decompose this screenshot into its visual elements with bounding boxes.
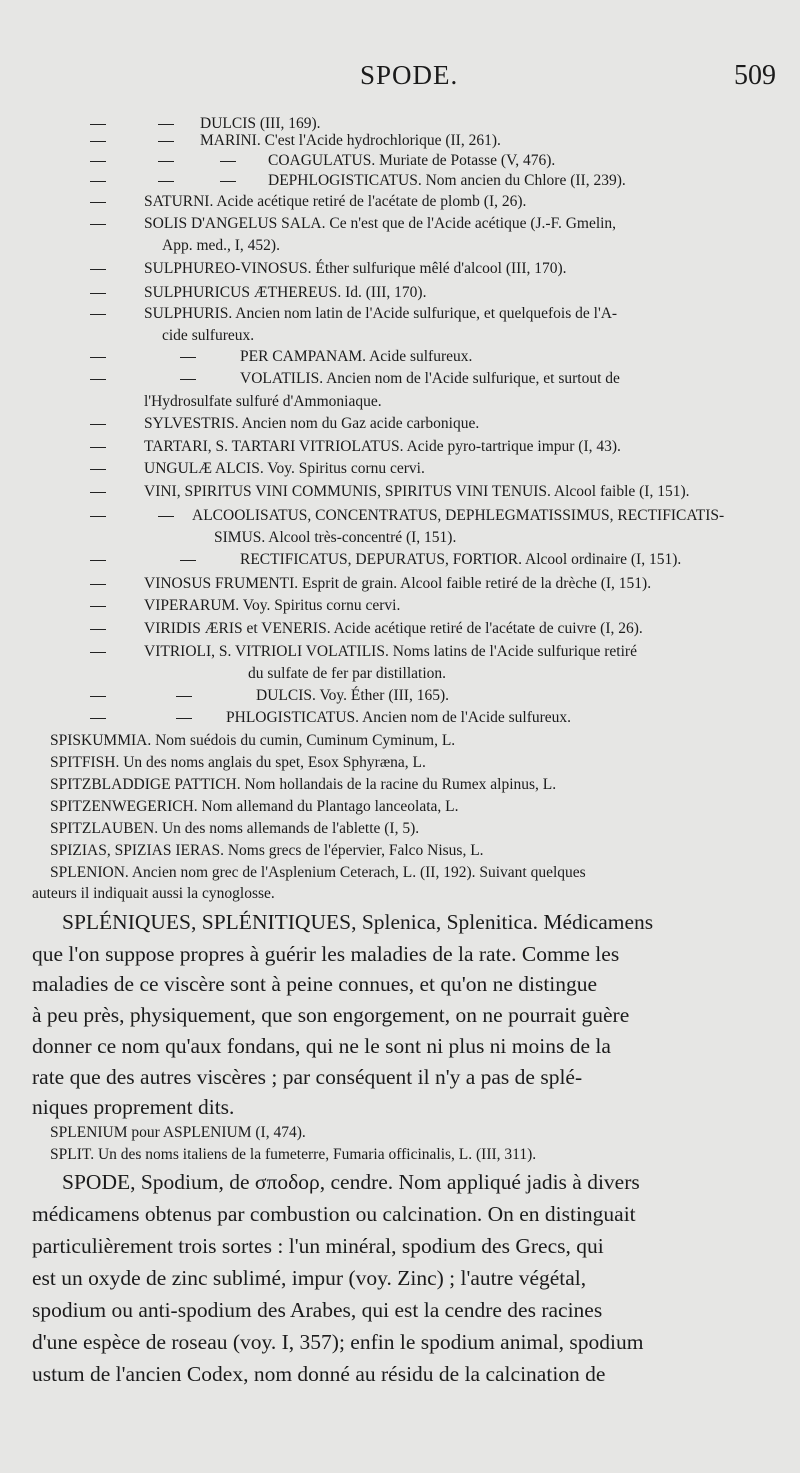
entry-dash	[90, 269, 106, 270]
entries-line: l'Hydrosulfate sulfuré d'Ammoniaque.	[144, 393, 382, 410]
entries-line: COAGULATUS. Muriate de Potasse (V, 476).	[268, 152, 556, 169]
entries-line: PER CAMPANAM. Acide sulfureux.	[240, 348, 473, 365]
spode-line: SPODE, Spodium, de σποδορ, cendre. Nom appliqué jadis à divers	[62, 1170, 640, 1194]
entries-line: SPIZIAS, SPIZIAS IERAS. Noms grecs de l'épervier, Falco Nisus, L.	[50, 842, 484, 859]
spode-line: d'une espèce de roseau (voy. I, 357); enfin le spodium animal, spodium	[32, 1330, 644, 1354]
entries-line: SPITZBLADDIGE PATTICH. Nom hollandais de la racine du Rumex alpinus, L.	[50, 776, 557, 793]
entry-dash	[90, 357, 106, 358]
entry-dash	[90, 629, 106, 630]
entry-dash	[90, 718, 106, 719]
entry-dash	[158, 161, 174, 162]
entries-line: VOLATILIS. Ancien nom de l'Acide sulfurique, et surtout de	[240, 370, 620, 387]
entry-dash	[90, 516, 106, 517]
entries-line: VIPERARUM. Voy. Spiritus cornu cervi.	[144, 597, 401, 614]
entries-line: App. med., I, 452).	[162, 237, 280, 254]
entries-line: SPITFISH. Un des noms anglais du spet, Esox Sphyræna, L.	[50, 754, 426, 771]
splenique-line: rate que des autres viscères ; par conséquent il n'y a pas de splé-	[32, 1065, 583, 1089]
entries-line: VIRIDIS ÆRIS et VENERIS. Acide acétique retiré de l'acétate de cuivre (I, 26).	[144, 620, 643, 637]
entry-dash	[180, 379, 196, 380]
entry-dash	[90, 314, 106, 315]
entry-dash	[90, 469, 106, 470]
entry-dash	[158, 516, 174, 517]
entries-line: DEPHLOGISTICATUS. Nom ancien du Chlore (II, 239).	[268, 172, 626, 189]
entry-dash	[90, 652, 106, 653]
splenique-line: maladies de ce viscère sont à peine connues, et qu'on ne distingue	[32, 972, 598, 996]
entries-line: SULPHURICUS ÆTHEREUS. Id. (III, 170).	[144, 284, 427, 301]
small-entries-line: SPLIT. Un des noms italiens de la fumeterre, Fumaria officinalis, L. (III, 311).	[50, 1146, 537, 1163]
entry-dash	[90, 447, 106, 448]
spode-line: particulièrement trois sortes : l'un minéral, spodium des Grecs, qui	[32, 1234, 604, 1258]
entries-line: SPITZLAUBEN. Un des noms allemands de l'ablette (I, 5).	[50, 820, 420, 837]
entry-dash	[158, 141, 174, 142]
entries-line: SPLENION. Ancien nom grec de l'Asplenium Ceterach, L. (II, 192). Suivant quelques	[50, 864, 586, 881]
entries-line: SIMUS. Alcool très-concentré (I, 151).	[214, 529, 457, 546]
entry-dash	[180, 357, 196, 358]
splenique-line: que l'on suppose propres à guérir les maladies de la rate. Comme les	[32, 942, 620, 966]
entry-dash	[158, 124, 174, 125]
entries-line: PHLOGISTICATUS. Ancien nom de l'Acide sulfureux.	[226, 709, 572, 726]
running-title: SPODE.	[360, 60, 459, 90]
entry-dash	[90, 696, 106, 697]
entry-dash	[158, 181, 174, 182]
entries-line: SPISKUMMIA. Nom suédois du cumin, Cuminum Cyminum, L.	[50, 732, 456, 749]
spode-line: médicamens obtenus par combustion ou calcination. On en distinguait	[32, 1202, 636, 1226]
spode-line: spodium ou anti-spodium des Arabes, qui est la cendre des racines	[32, 1298, 603, 1322]
entry-dash	[90, 181, 106, 182]
entry-dash	[90, 424, 106, 425]
entries-line: du sulfate de fer par distillation.	[248, 665, 446, 682]
entries-line: VINOSUS FRUMENTI. Esprit de grain. Alcool faible retiré de la drèche (I, 151).	[144, 575, 652, 592]
small-entries-line: SPLENIUM pour ASPLENIUM (I, 474).	[50, 1124, 306, 1141]
entries-line: DULCIS. Voy. Éther (III, 165).	[256, 687, 450, 704]
entry-dash	[90, 584, 106, 585]
entries-line: auteurs il indiquait aussi la cynoglosse.	[32, 885, 275, 902]
entry-dash	[90, 161, 106, 162]
splenique-line: niques proprement dits.	[32, 1095, 235, 1119]
entries-line: ALCOOLISATUS, CONCENTRATUS, DEPHLEGMATISSIMUS, RECTIFICATIS-	[192, 507, 725, 524]
entries-line: SPITZENWEGERICH. Nom allemand du Plantago lanceolata, L.	[50, 798, 459, 815]
entry-dash	[180, 560, 196, 561]
splenique-line: SPLÉNIQUES, SPLÉNITIQUES, Splenica, Splenitica. Médicamens	[62, 910, 654, 934]
entries-line: SYLVESTRIS. Ancien nom du Gaz acide carbonique.	[144, 415, 480, 432]
entry-dash	[90, 379, 106, 380]
splenique-line: à peu près, physiquement, que son engorgement, on ne pourrait guère	[32, 1003, 630, 1027]
entry-dash	[90, 293, 106, 294]
entry-dash	[176, 696, 192, 697]
entry-dash	[90, 606, 106, 607]
entries-line: cide sulfureux.	[162, 327, 255, 344]
entries-line: VINI, SPIRITUS VINI COMMUNIS, SPIRITUS VINI TENUIS. Alcool faible (I, 151).	[144, 483, 690, 500]
entry-dash	[90, 202, 106, 203]
entries-line: UNGULÆ ALCIS. Voy. Spiritus cornu cervi.	[144, 460, 425, 477]
entry-dash	[220, 161, 236, 162]
entries-line: SATURNI. Acide acétique retiré de l'acétate de plomb (I, 26).	[144, 193, 527, 210]
entry-dash	[90, 124, 106, 125]
spode-line: est un oxyde de zinc sublimé, impur (voy. Zinc) ; l'autre végétal,	[32, 1266, 587, 1290]
entries-line: SULPHUREO-VINOSUS. Éther sulfurique mêlé d'alcool (III, 170).	[144, 260, 567, 277]
entry-dash	[220, 181, 236, 182]
entry-dash	[176, 718, 192, 719]
entries-line: TARTARI, S. TARTARI VITRIOLATUS. Acide pyro-tartrique impur (I, 43).	[144, 438, 621, 455]
page-number: 509	[734, 60, 776, 91]
entries-line: SULPHURIS. Ancien nom latin de l'Acide sulfurique, et quelquefois de l'A-	[144, 305, 618, 322]
splenique-line: donner ce nom qu'aux fondans, qui ne le sont ni plus ni moins de la	[32, 1034, 611, 1058]
entry-dash	[90, 141, 106, 142]
spode-line: ustum de l'ancien Codex, nom donné au résidu de la calcination de	[32, 1362, 606, 1386]
entries-line: DULCIS (III, 169).	[200, 115, 321, 132]
entry-dash	[90, 560, 106, 561]
entries-line: RECTIFICATUS, DEPURATUS, FORTIOR. Alcool ordinaire (I, 151).	[240, 551, 682, 568]
entry-dash	[90, 224, 106, 225]
entries-line: VITRIOLI, S. VITRIOLI VOLATILIS. Noms latins de l'Acide sulfurique retiré	[144, 643, 637, 660]
entries-line: MARINI. C'est l'Acide hydrochlorique (II, 261).	[200, 132, 501, 149]
entries-line: SOLIS D'ANGELUS SALA. Ce n'est que de l'Acide acétique (J.-F. Gmelin,	[144, 215, 617, 232]
entry-dash	[90, 492, 106, 493]
